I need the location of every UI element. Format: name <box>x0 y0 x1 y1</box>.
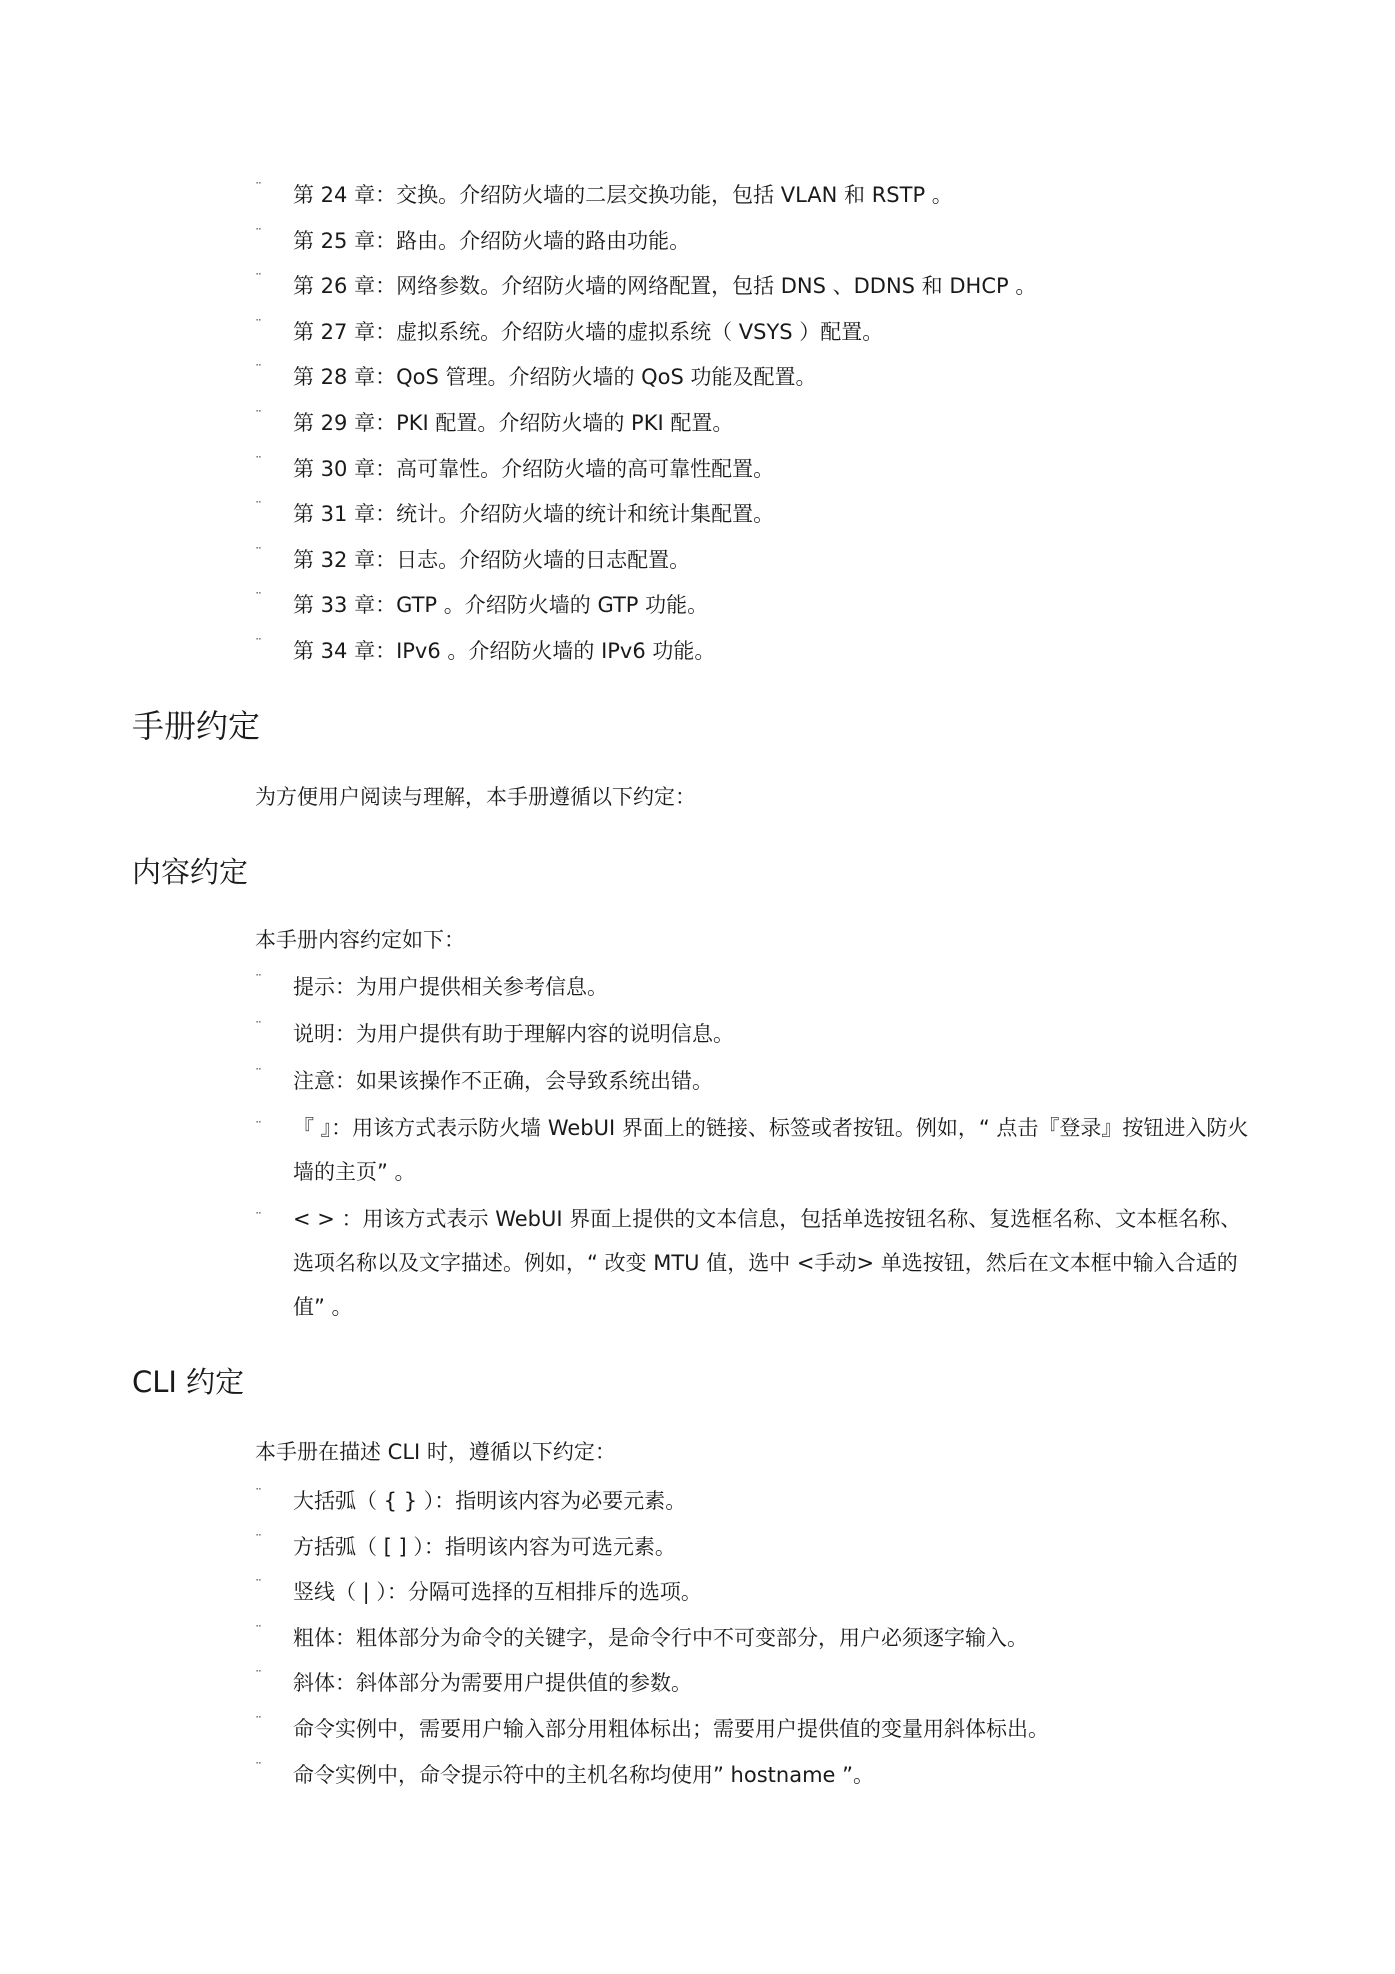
chapter-text: 第 26 章：网络参数。介绍防火墙的网络配置，包括 DNS 、DDNS 和 DHCP 。 <box>293 274 1037 299</box>
list-item <box>255 1668 1255 1714</box>
list-item <box>255 972 1255 1002</box>
bullet-icon: ¨ <box>255 636 262 653</box>
chapter-text: 第 33 章：GTP 。介绍防火墙的 GTP 功能。 <box>293 593 709 618</box>
list-item <box>255 1019 1255 1049</box>
manual-conventions-intro: 为方便用户阅读与理解，本手册遵循以下约定： <box>255 785 696 809</box>
cli-convention-text: 粗体：粗体部分为命令的关键字，是命令行中不可变部分，用户必须逐字输入。 <box>293 1625 1028 1650</box>
list-item <box>255 590 1255 636</box>
list-item <box>255 1197 1255 1329</box>
cli-convention-text: 竖线（ | ）：分隔可选择的互相排斥的选项。 <box>293 1580 702 1605</box>
content-conventions-intro: 本手册内容约定如下： <box>255 928 465 952</box>
convention-text: 提示：为用户提供相关参考信息。 <box>293 975 608 999</box>
bullet-icon: ¨ <box>255 1020 262 1036</box>
bullet-icon: ¨ <box>255 500 262 517</box>
cli-conventions-heading: CLI 约定 <box>132 1365 245 1399</box>
list-item <box>255 271 1255 317</box>
list-item <box>255 1577 1255 1623</box>
list-item <box>255 545 1255 591</box>
content-conventions-list <box>255 972 1255 1339</box>
bullet-icon: ¨ <box>255 1067 262 1083</box>
list-item <box>255 1106 1255 1194</box>
manual-conventions-heading: 手册约定 <box>132 707 261 745</box>
chapter-text: 第 27 章：虚拟系统。介绍防火墙的虚拟系统（ VSYS ）配置。 <box>293 319 884 344</box>
list-item <box>255 636 1255 682</box>
bullet-icon: ¨ <box>255 1714 262 1731</box>
list-item <box>255 1760 1255 1806</box>
bullet-icon: ¨ <box>255 1669 262 1686</box>
bullet-icon: ¨ <box>255 591 262 608</box>
convention-text: 『 』：用该方式表示防火墙 WebUI 界面上的链接、标签或者按钮。例如，“ 点击『登录』按钮进入防火墙的主页” 。 <box>293 1116 1249 1184</box>
bullet-icon: ¨ <box>255 1120 262 1136</box>
list-item <box>255 1532 1255 1578</box>
bullet-icon: ¨ <box>255 1211 262 1227</box>
list-item <box>255 1623 1255 1669</box>
chapter-text: 第 28 章：QoS 管理。介绍防火墙的 QoS 功能及配置。 <box>293 365 817 390</box>
content-conventions-heading: 内容约定 <box>132 855 249 889</box>
chapter-list <box>255 180 1255 682</box>
bullet-icon: ¨ <box>255 272 262 289</box>
convention-text: 注意：如果该操作不正确，会导致系统出错。 <box>293 1069 713 1093</box>
bullet-icon: ¨ <box>255 1487 262 1503</box>
chapter-text: 第 34 章：IPv6 。介绍防火墙的 IPv6 功能。 <box>293 638 716 663</box>
list-item <box>255 226 1255 272</box>
bullet-icon: ¨ <box>255 1760 262 1777</box>
bullet-icon: ¨ <box>255 363 262 380</box>
bullet-icon: ¨ <box>255 1532 262 1549</box>
chapter-text: 第 32 章：日志。介绍防火墙的日志配置。 <box>293 547 691 572</box>
convention-text: < > ：用该方式表示 WebUI 界面上提供的文本信息，包括单选按钮名称、复选框名称、文本框名称、选项名称以及文字描述。例如，“ 改变 MTU 值，选中 <手动> 单选按钮，然后在文本框中输入合适的值” 。 <box>293 1207 1242 1319</box>
chapter-text: 第 30 章：高可靠性。介绍防火墙的高可靠性配置。 <box>293 456 775 481</box>
bullet-icon: ¨ <box>255 226 262 243</box>
list-item <box>255 1714 1255 1760</box>
bullet-icon: ¨ <box>255 454 262 471</box>
chapter-text: 第 25 章：路由。介绍防火墙的路由功能。 <box>293 228 691 253</box>
bullet-icon: ¨ <box>255 317 262 334</box>
list-item <box>255 408 1255 454</box>
list-item <box>255 362 1255 408</box>
cli-convention-text: 大括弧（ { } ）：指明该内容为必要元素。 <box>293 1489 687 1513</box>
cli-convention-text: 方括弧（ [ ] ）：指明该内容为可选元素。 <box>293 1534 676 1559</box>
bullet-icon: ¨ <box>255 181 262 197</box>
list-item <box>255 180 1255 226</box>
bullet-icon: ¨ <box>255 545 262 562</box>
list-item <box>255 499 1255 545</box>
bullet-icon: ¨ <box>255 1623 262 1640</box>
chapter-text: 第 31 章：统计。介绍防火墙的统计和统计集配置。 <box>293 502 775 527</box>
cli-convention-text: 命令实例中，命令提示符中的主机名称均使用” hostname ”。 <box>293 1762 874 1787</box>
chapter-text: 第 24 章：交换。介绍防火墙的二层交换功能，包括 VLAN 和 RSTP 。 <box>293 183 953 207</box>
chapter-text: 第 29 章：PKI 配置。介绍防火墙的 PKI 配置。 <box>293 410 734 435</box>
bullet-icon: ¨ <box>255 973 262 989</box>
convention-text: 说明：为用户提供有助于理解内容的说明信息。 <box>293 1022 734 1046</box>
bullet-icon: ¨ <box>255 408 262 425</box>
cli-conventions-intro: 本手册在描述 CLI 时，遵循以下约定： <box>255 1440 616 1464</box>
cli-convention-text: 斜体：斜体部分为需要用户提供值的参数。 <box>293 1671 692 1696</box>
list-item <box>255 317 1255 363</box>
list-item <box>255 1486 1255 1532</box>
cli-conventions-list <box>255 1486 1255 1805</box>
list-item <box>255 454 1255 500</box>
list-item <box>255 1066 1255 1096</box>
cli-convention-text: 命令实例中，需要用户输入部分用粗体标出；需要用户提供值的变量用斜体标出。 <box>293 1716 1049 1741</box>
bullet-icon: ¨ <box>255 1578 262 1595</box>
